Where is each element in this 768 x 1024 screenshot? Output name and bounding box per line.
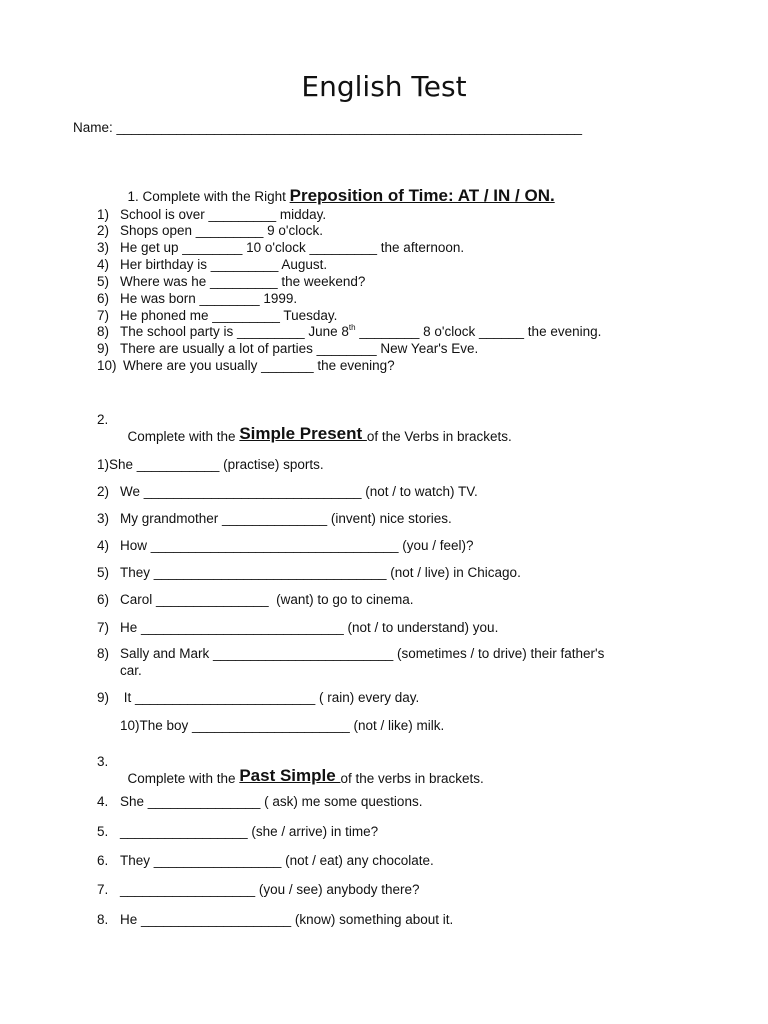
- list-item: 6) Carol _______________ (want) to go to cinema.: [97, 592, 414, 607]
- section-1-instruction: [120, 172, 555, 205]
- list-item: 8. He ____________________ (know) something about it.: [97, 912, 454, 927]
- list-item: 7) He ___________________________ (not / to understand) you.: [97, 620, 499, 635]
- list-item: 2) Shops open _________ 9 o'clock.: [97, 223, 323, 238]
- list-item: 5) They _______________________________ (not / live) in Chicago.: [97, 565, 521, 580]
- section-1-heading: Preposition of Time: AT / IN / ON.: [289, 186, 555, 205]
- list-item: 8) Sally and Mark ________________________ (sometimes / to drive) their father's car.: [97, 646, 605, 678]
- section-2-outro: of the Verbs in brackets.: [366, 429, 512, 444]
- list-item: 4. She _______________ ( ask) me some questions.: [97, 794, 423, 809]
- section-2-intro: Complete with the: [127, 429, 240, 444]
- list-item: 9) It ________________________ ( rain) every day.: [97, 690, 420, 705]
- list-item: 2) We _____________________________ (not / to watch) TV.: [97, 484, 478, 499]
- list-item: 1) School is over _________ midday.: [97, 207, 327, 222]
- section-3-outro: of the verbs in brackets.: [340, 771, 484, 786]
- section-3-number: 3.: [97, 754, 109, 769]
- list-item: 10)The boy _____________________ (not / like) milk.: [120, 718, 445, 733]
- list-item: 4) How _________________________________ (you / feel)?: [97, 538, 474, 553]
- section-3-instruction: [120, 752, 484, 787]
- list-item: 1)She ___________ (practise) sports.: [97, 457, 324, 472]
- list-item: 4) Her birthday is _________ August.: [97, 257, 328, 272]
- section-2-heading: Simple Present: [239, 424, 367, 443]
- name-field-line: Name: ______________________________________________________________: [73, 120, 583, 135]
- list-item: 9) There are usually a lot of parties ________ New Year's Eve.: [97, 341, 479, 356]
- page-title: English Test: [301, 70, 467, 103]
- section-2-instruction: [120, 410, 512, 445]
- section-3-intro: Complete with the: [127, 771, 240, 786]
- section-1-intro: 1. Complete with the Right: [127, 189, 290, 204]
- list-item: 7. __________________ (you / see) anybody there?: [97, 882, 420, 897]
- list-item: 6. They _________________ (not / eat) any chocolate.: [97, 853, 434, 868]
- list-item: 8) The school party is _________ June 8th ________ 8 o'clock ______ the evening.: [97, 323, 602, 339]
- list-item: 5) Where was he _________ the weekend?: [97, 274, 366, 289]
- list-item: 7) He phoned me _________ Tuesday.: [97, 308, 338, 323]
- list-item: 3) My grandmother ______________ (invent) nice stories.: [97, 511, 452, 526]
- list-item: 6) He was born ________ 1999.: [97, 291, 298, 306]
- list-item: 10) Where are you usually _______ the evening?: [97, 358, 395, 373]
- section-3-heading: Past Simple: [239, 766, 341, 785]
- list-item: 3) He get up ________ 10 o'clock _________ the afternoon.: [97, 240, 465, 255]
- list-item: 5. _________________ (she / arrive) in time?: [97, 824, 379, 839]
- section-2-number: 2.: [97, 412, 109, 427]
